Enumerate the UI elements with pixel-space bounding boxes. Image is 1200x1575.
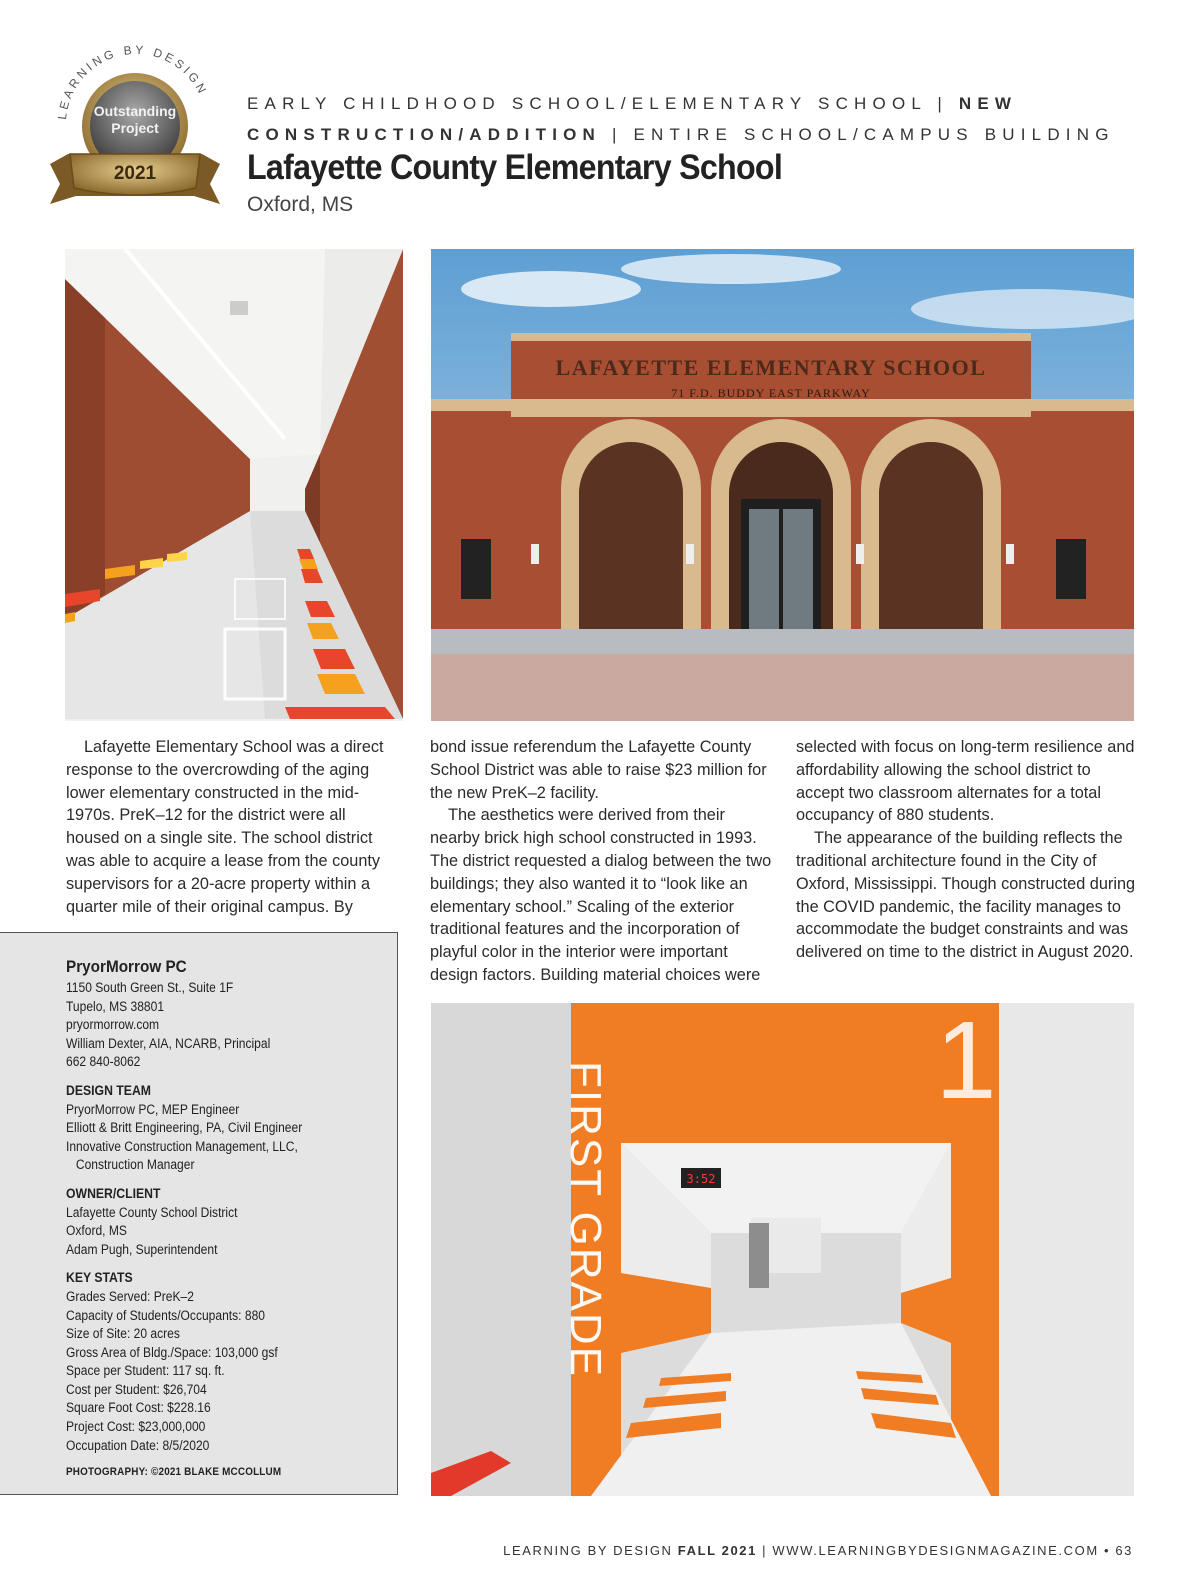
badge-year: 2021 (113, 163, 157, 184)
badge-arc-text: LEARNING BY DESIGN (55, 42, 211, 121)
body-paragraph: The appearance of the building reflects the traditional architecture found in the City of Oxford, Mississippi. Though constructed during the COVID pandemic, the facility manages to accommodate the budget constraints and was delivered on time to the district in August 2020. (796, 829, 1136, 962)
firm-name: PryorMorrow PC (66, 957, 187, 976)
owner-item: Lafayette County School District (66, 1204, 238, 1220)
key-stat: Size of Site: 20 acres (66, 1326, 180, 1342)
photo-credit: PHOTOGRAPHY: ©2021 BLAKE MCCOLLUM (66, 1466, 282, 1479)
school-sign-text: LAFAYETTE ELEMENTARY SCHOOL (555, 355, 987, 380)
key-stat: Grades Served: PreK–2 (66, 1288, 194, 1304)
design-team-item: PryorMorrow PC, MEP Engineer (66, 1101, 240, 1117)
school-exterior-photo (431, 249, 1134, 721)
location: Oxford, MS (247, 193, 354, 216)
grade-number-text: 1 (935, 1003, 997, 1122)
clock-display: 3:52 (686, 1172, 716, 1186)
key-stat: Gross Area of Bldg./Space: 103,000 gsf (66, 1344, 278, 1360)
firm-line: 1150 South Green St., Suite 1F (66, 980, 234, 995)
footer-issue: FALL 2021 (677, 1543, 757, 1558)
badge-line2: Project (111, 120, 159, 136)
body-paragraph: bond issue referendum the Lafayette County School District was able to raise $23 million for the new PreK–2 facility. (430, 738, 767, 802)
firm-line: William Dexter, AIA, NCARB, Principal (66, 1035, 271, 1051)
key-stat: Occupation Date: 8/5/2020 (66, 1437, 210, 1453)
owner-item: Adam Pugh, Superintendent (66, 1241, 218, 1257)
project-info-sidebar (0, 932, 398, 1495)
category-part2: | ENTIRE SCHOOL/CAMPUS BUILDING (601, 125, 1115, 144)
award-badge (48, 36, 223, 211)
first-grade-wall-text: FIRST GRADE (561, 1061, 610, 1379)
project-category (247, 88, 1177, 150)
page-title: Lafayette County Elementary School (247, 148, 783, 187)
key-stat: Cost per Student: $26,704 (66, 1381, 207, 1397)
key-stat: Space per Student: 117 sq. ft. (66, 1363, 225, 1379)
category-part1: EARLY CHILDHOOD SCHOOL/ELEMENTARY SCHOOL | (247, 94, 959, 113)
category-bold: NEW CONSTRUCTION/ADDITION (247, 94, 1018, 144)
first-grade-hallway-photo (431, 1003, 1134, 1496)
hallway-photo-brick (65, 249, 403, 721)
key-stat: Capacity of Students/Occupants: 880 (66, 1307, 265, 1323)
footer-magazine: LEARNING BY DESIGN (503, 1543, 678, 1558)
design-team-heading: DESIGN TEAM (66, 1082, 151, 1098)
firm-line: Tupelo, MS 38801 (66, 998, 165, 1014)
firm-phone: 662 840-8062 (66, 1054, 141, 1070)
footer-url-page: | WWW.LEARNINGBYDESIGNMAGAZINE.COM • 63 (756, 1543, 1133, 1558)
key-stats-heading: KEY STATS (66, 1270, 133, 1286)
body-paragraph: The aesthetics were derived from their nearby brick high school constructed in 1993. The district requested a dialog between the two buildings; they also wanted it to “look like an elementary school.” Scaling of the exterior traditional features and the incorporation of playful color in the interior were important design factors. Building material choices were (430, 806, 772, 984)
firm-website: pryormorrow.com (66, 1017, 160, 1033)
page-footer (503, 1543, 1133, 1558)
body-column-1 (66, 736, 396, 918)
body-column-2 (430, 736, 775, 987)
school-address-text: 71 F.D. BUDDY EAST PARKWAY (671, 386, 871, 400)
badge-line1: Outstanding (93, 103, 177, 119)
design-team-item: Innovative Construction Management, LLC, (66, 1138, 298, 1154)
body-paragraph: selected with focus on long-term resilience and affordability allowing the school district to accept two classroom alternates for a total occupancy of 880 students. (796, 738, 1135, 825)
key-stat: Project Cost: $23,000,000 (66, 1419, 206, 1435)
owner-heading: OWNER/CLIENT (66, 1185, 161, 1201)
owner-item: Oxford, MS (66, 1223, 127, 1239)
body-column-3 (796, 736, 1136, 964)
design-team-item: Elliott & Britt Engineering, PA, Civil Engineer (66, 1120, 303, 1136)
design-team-item: Construction Manager (75, 1157, 195, 1173)
body-paragraph: Lafayette Elementary School was a direct response to the overcrowding of the aging lower elementary constructed in the mid-1970s. PreK–12 for the district were all housed on a single site. The school district was able to acquire a lease from the county supervisors for a 20-acre property within a quarter mile of their original campus. By (66, 738, 384, 916)
key-stat: Square Foot Cost: $228.16 (66, 1400, 211, 1416)
